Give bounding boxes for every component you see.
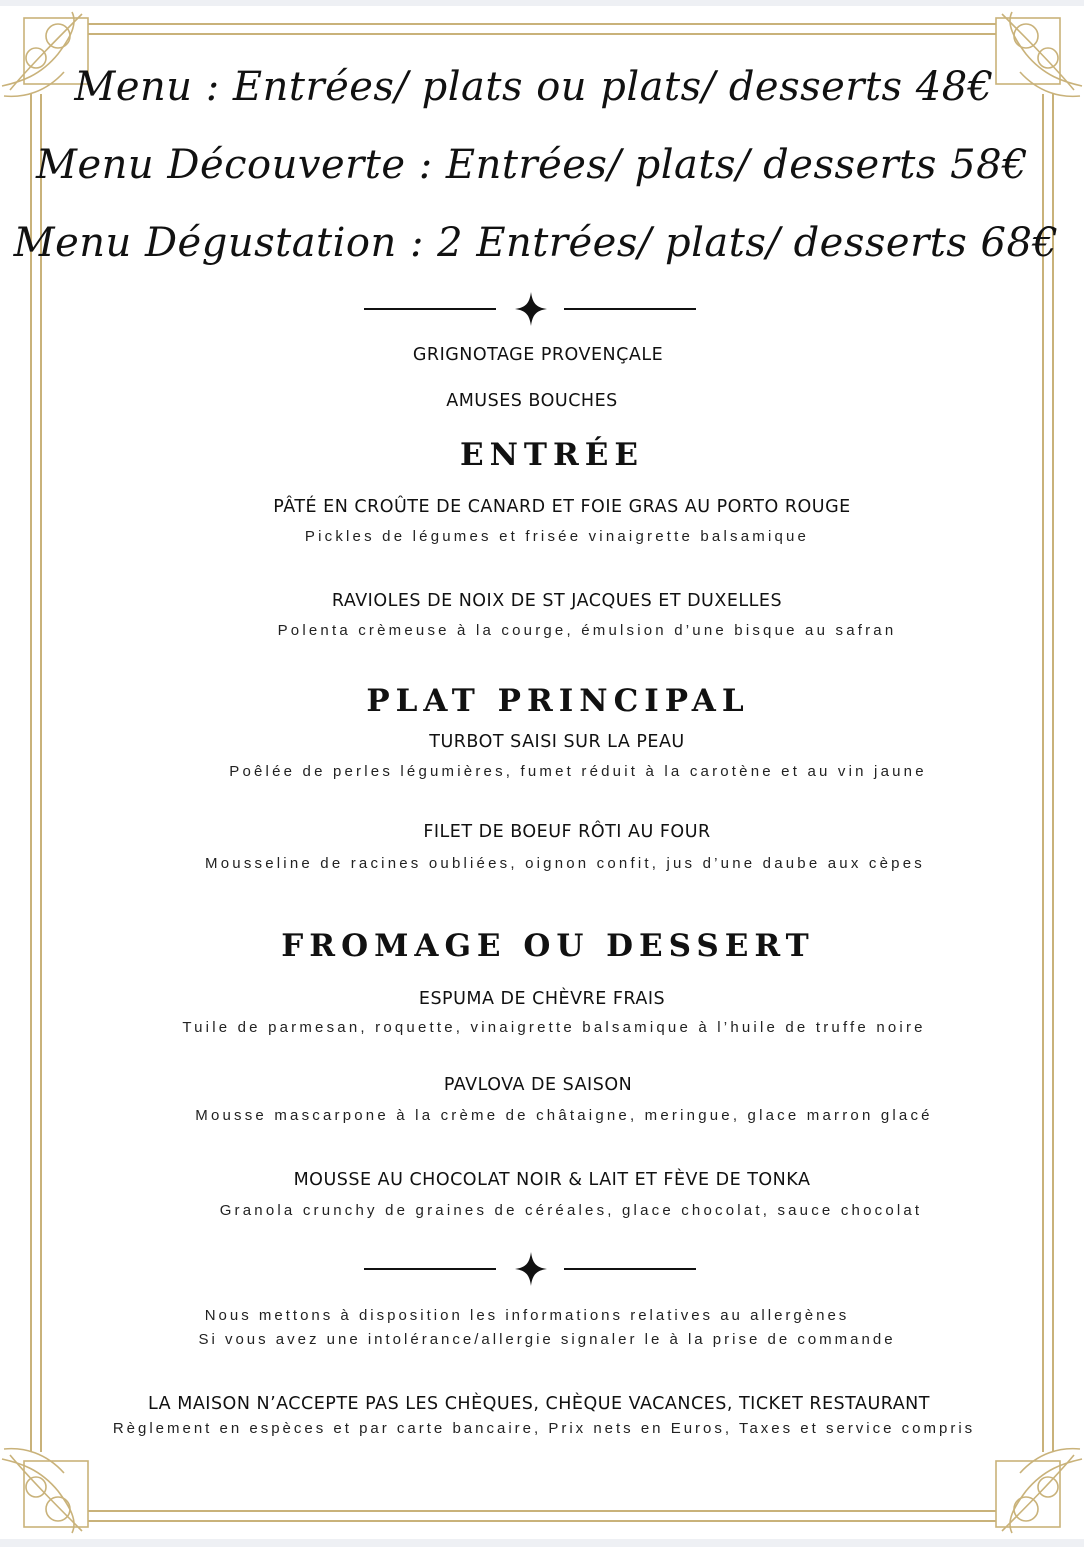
dish-description: Granola crunchy de graines de céréales, glace chocolat, sauce chocolat — [219, 1202, 923, 1219]
dish-name: RAVIOLES DE NOIX DE ST JACQUES ET DUXELLES — [331, 591, 783, 611]
menu-price-line-1: Menu : Entrées/ plats ou plats/ desserts 48€ — [74, 64, 994, 110]
dish-name: FILET DE BOEUF RÔTI AU FOUR — [423, 822, 711, 842]
section-title-entree: ENTRÉE — [459, 437, 645, 473]
dish-description: Tuile de parmesan, roquette, vinaigrette balsamique à l’huile de truffe noire — [182, 1019, 926, 1036]
dish-description: Mousse mascarpone à la crème de châtaigne, meringue, glace marron glacé — [195, 1107, 933, 1124]
payment-policy-details: Règlement en espèces et par carte bancaire, Prix nets en Euros, Taxes et service compris — [112, 1420, 976, 1437]
menu-price-line-3: Menu Dégustation : 2 Entrées/ plats/ desserts 68€ — [13, 220, 1059, 266]
allergen-note: Nous mettons à disposition les informations relatives au allergènes — [204, 1307, 850, 1324]
dish-description: Pickles de légumes et frisée vinaigrette balsamique — [304, 528, 810, 545]
section-title-fromage-dessert: FROMAGE OU DESSERT — [281, 928, 815, 964]
dish-name: MOUSSE AU CHOCOLAT NOIR & LAIT ET FÈVE DE TONKA — [293, 1170, 811, 1190]
starter-item-grignotage: GRIGNOTAGE PROVENÇALE — [412, 345, 664, 365]
starter-item-amuses-bouches: AMUSES BOUCHES — [446, 391, 618, 411]
dish-name: TURBOT SAISI SUR LA PEAU — [429, 732, 685, 752]
dish-name: PAVLOVA DE SAISON — [443, 1075, 633, 1095]
top-divider — [362, 292, 698, 326]
dish-description: Polenta crèmeuse à la courge, émulsion d’une bisque au safran — [277, 622, 897, 639]
dish-description: Mousseline de racines oubliées, oignon confit, jus d’une daube aux cèpes — [205, 855, 925, 872]
section-title-plat-principal: PLAT PRINCIPAL — [366, 683, 750, 719]
menu-page — [0, 6, 1084, 1539]
payment-policy-title: LA MAISON N’ACCEPTE PAS LES CHÈQUES, CHÈQUE VACANCES, TICKET RESTAURANT — [148, 1394, 930, 1414]
menu-price-line-2: Menu Découverte : Entrées/ plats/ desserts 58€ — [36, 142, 1028, 188]
four-point-star-icon — [515, 1252, 547, 1286]
allergen-note: Si vous avez une intolérance/allergie signaler le à la prise de commande — [198, 1331, 896, 1348]
dish-name: ESPUMA DE CHÈVRE FRAIS — [418, 989, 666, 1009]
dish-description: Poêlée de perles légumières, fumet réduit à la carotène et au vin jaune — [229, 763, 927, 780]
dish-name: PÂTÉ EN CROÛTE DE CANARD ET FOIE GRAS AU PORTO ROUGE — [273, 497, 851, 517]
four-point-star-icon — [515, 292, 547, 326]
bottom-divider — [362, 1252, 698, 1286]
